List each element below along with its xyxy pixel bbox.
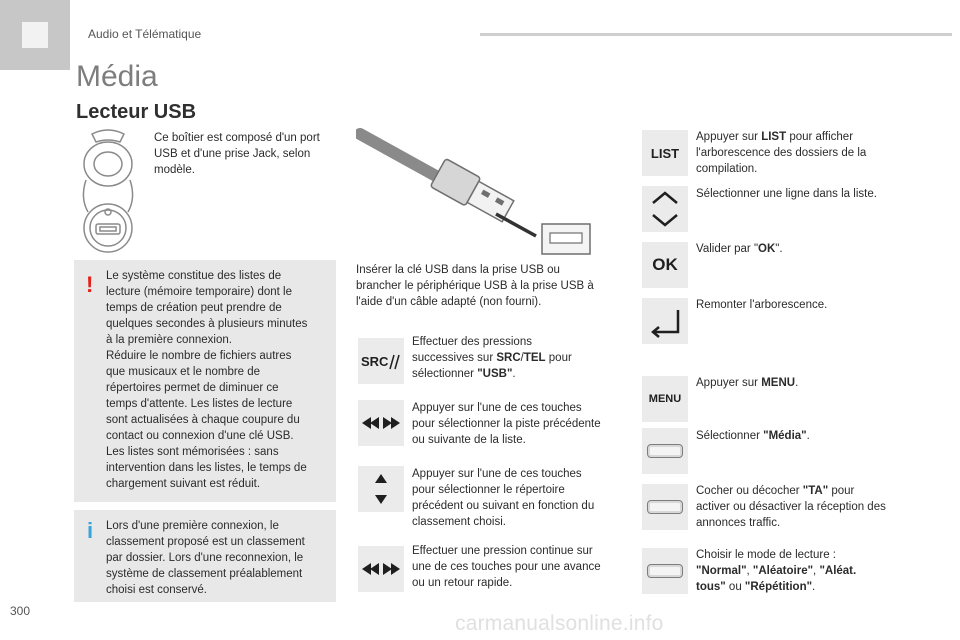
text-fragment: ou un retour rapide. [412, 577, 513, 589]
text-fragment: Appuyer sur [696, 131, 762, 143]
svg-text:SRC: SRC [361, 354, 389, 369]
text-fragment: Remonter l'arborescence. [696, 299, 828, 311]
info-icon: i [87, 518, 94, 543]
text-line: système de classement préalablement [106, 568, 303, 580]
section-subtitle: Lecteur USB [76, 101, 197, 123]
text-fragment: , [813, 565, 820, 577]
text-line: chargement suivant est réduit. [106, 478, 261, 490]
text-line: à la première connexion. [106, 334, 232, 346]
step-list-text [696, 129, 911, 177]
text-fragment: ou suivante de la liste. [412, 434, 526, 446]
text-fragment: classement choisi. [412, 516, 506, 528]
soft-key-icon [642, 548, 688, 594]
text-line: Insérer la clé USB dans la prise USB ou [356, 264, 560, 276]
warning-note-text [106, 268, 332, 492]
text-fragment: précédent ou suivant en fonction du [412, 500, 595, 512]
text-fragment: . [806, 430, 810, 442]
text-line: l'aide d'un câble adapté (non fourni). [356, 296, 542, 308]
up-down-arrows-icon [358, 466, 404, 512]
step-ta-text [696, 483, 911, 531]
text-fragment: compilation. [696, 163, 758, 175]
key-label: "Répétition" [744, 581, 813, 593]
text-fragment: . [812, 581, 816, 593]
step-seek-text [412, 400, 627, 448]
key-label: OK [758, 243, 776, 255]
usb-jack-housing-illustration [74, 128, 146, 256]
seek-left-right-icon [358, 400, 404, 446]
text-fragment: ou [725, 581, 745, 593]
text-line: que musicaux et le nombre de [106, 366, 261, 378]
step-media-text [696, 428, 911, 444]
list-button-icon: LIST [642, 130, 688, 176]
text-line: temps de création peut prendre de [106, 302, 282, 314]
soft-key-icon [642, 428, 688, 474]
header-divider [480, 33, 952, 36]
text-fragment: pour sélectionner la piste précédente [412, 418, 601, 430]
section-header: Audio et Télématique [88, 27, 202, 41]
key-label: TEL [523, 352, 546, 364]
text-line: temps d'attente. Les listes de lecture [106, 398, 293, 410]
intro-text: Ce boîtier est composé d'un port USB et d'une prise Jack, selon modèle. [154, 132, 320, 176]
text-fragment: Choisir le mode de lecture : [696, 549, 836, 561]
warning-note [74, 260, 336, 502]
soft-key-icon [642, 484, 688, 530]
text-fragment: une de ces touches pour une avance [412, 561, 601, 573]
text-line: intervention dans les listes, le temps de [106, 462, 307, 474]
text-line: Les listes sont mémorisées : sans [106, 446, 279, 458]
usb-stick-illustration [356, 128, 596, 256]
text-fragment: Appuyer sur [696, 377, 762, 389]
key-label: "Normal" [696, 565, 747, 577]
ok-button-icon: OK [642, 242, 688, 288]
key-label: MENU [761, 377, 796, 389]
text-line: par dossier. Lors d'une reconnexion, le [106, 552, 304, 564]
key-label: "Média" [763, 430, 807, 442]
menu-button-icon: MENU [642, 376, 688, 422]
key-label: "Aléat. [819, 565, 857, 577]
step-select-line-text [696, 186, 911, 202]
text-fragment: pour sélectionner le répertoire [412, 484, 565, 496]
step-folder-text [412, 466, 627, 530]
page-number: 300 [10, 604, 31, 618]
back-arrow-icon [642, 298, 688, 344]
src-tel-icon [358, 338, 404, 384]
text-fragment: activer ou désactiver la réception des [696, 501, 886, 513]
step-fast-seek-text [412, 543, 627, 591]
text-fragment: Valider par " [696, 243, 759, 255]
text-line: brancher le périphérique USB à la prise USB à [356, 280, 594, 292]
text-fragment: Effectuer des pressions [412, 336, 532, 348]
text-line: répertoires permet de diminuer ce [106, 382, 279, 394]
page-title: Média [76, 60, 158, 93]
key-label: tous" [696, 581, 726, 593]
text-line: quelques secondes à plusieurs minutes [106, 318, 308, 330]
text-fragment: Effectuer une pression continue sur [412, 545, 593, 557]
text-line: choisi est conservé. [106, 584, 207, 596]
text-fragment: pour [545, 352, 572, 364]
chevron-up-down-icon [642, 186, 688, 232]
text-fragment: Appuyer sur l'une de ces touches [412, 468, 582, 480]
text-fragment: Sélectionner une ligne dans la liste. [696, 188, 877, 200]
text-fragment: Cocher ou décocher [696, 485, 803, 497]
text-fragment: , [746, 565, 753, 577]
key-label: "Aléatoire" [752, 565, 814, 577]
text-fragment: pour [828, 485, 855, 497]
text-fragment: annonces traffic. [696, 517, 781, 529]
exclamation-icon: ! [86, 272, 94, 297]
step-src-tel-text [412, 334, 622, 382]
text-fragment: / [520, 352, 524, 364]
usb-instruction-text [356, 262, 626, 310]
key-label: "USB" [477, 368, 513, 380]
info-note-text [106, 518, 332, 598]
text-fragment: successives sur [412, 352, 497, 364]
text-fragment: . [512, 368, 516, 380]
key-label: "TA" [802, 485, 829, 497]
text-fragment: ". [775, 243, 783, 255]
step-back-text [696, 297, 911, 313]
text-fragment: Appuyer sur l'une de ces touches [412, 402, 582, 414]
text-line: lecture (mémoire temporaire) dont le [106, 286, 292, 298]
step-play-mode-text [696, 547, 911, 595]
text-line: Le système constitue des listes de [106, 270, 282, 282]
text-line: Lors d'une première connexion, le [106, 520, 279, 532]
key-label: LIST [761, 131, 787, 143]
text-fragment: . [795, 377, 799, 389]
info-note [74, 510, 336, 602]
watermark: carmanualsonline.info [455, 612, 664, 635]
text-line: contact ou connexion d'une clé USB. [106, 430, 294, 442]
step-menu-text [696, 375, 911, 391]
chapter-tab [0, 0, 70, 70]
text-line: Réduire le nombre de fichiers autres [106, 350, 292, 362]
key-label: SRC [496, 352, 521, 364]
seek-left-right-icon [358, 546, 404, 592]
text-fragment: pour afficher [786, 131, 854, 143]
text-fragment: Sélectionner [696, 430, 764, 442]
text-fragment: l'arborescence des dossiers de la [696, 147, 867, 159]
text-fragment: sélectionner [412, 368, 478, 380]
step-validate-text [696, 241, 911, 257]
text-line: sont actualisées à chaque coupure du [106, 414, 300, 426]
chapter-tab-marker [22, 22, 48, 48]
text-line: classement proposé est un classement [106, 536, 305, 548]
